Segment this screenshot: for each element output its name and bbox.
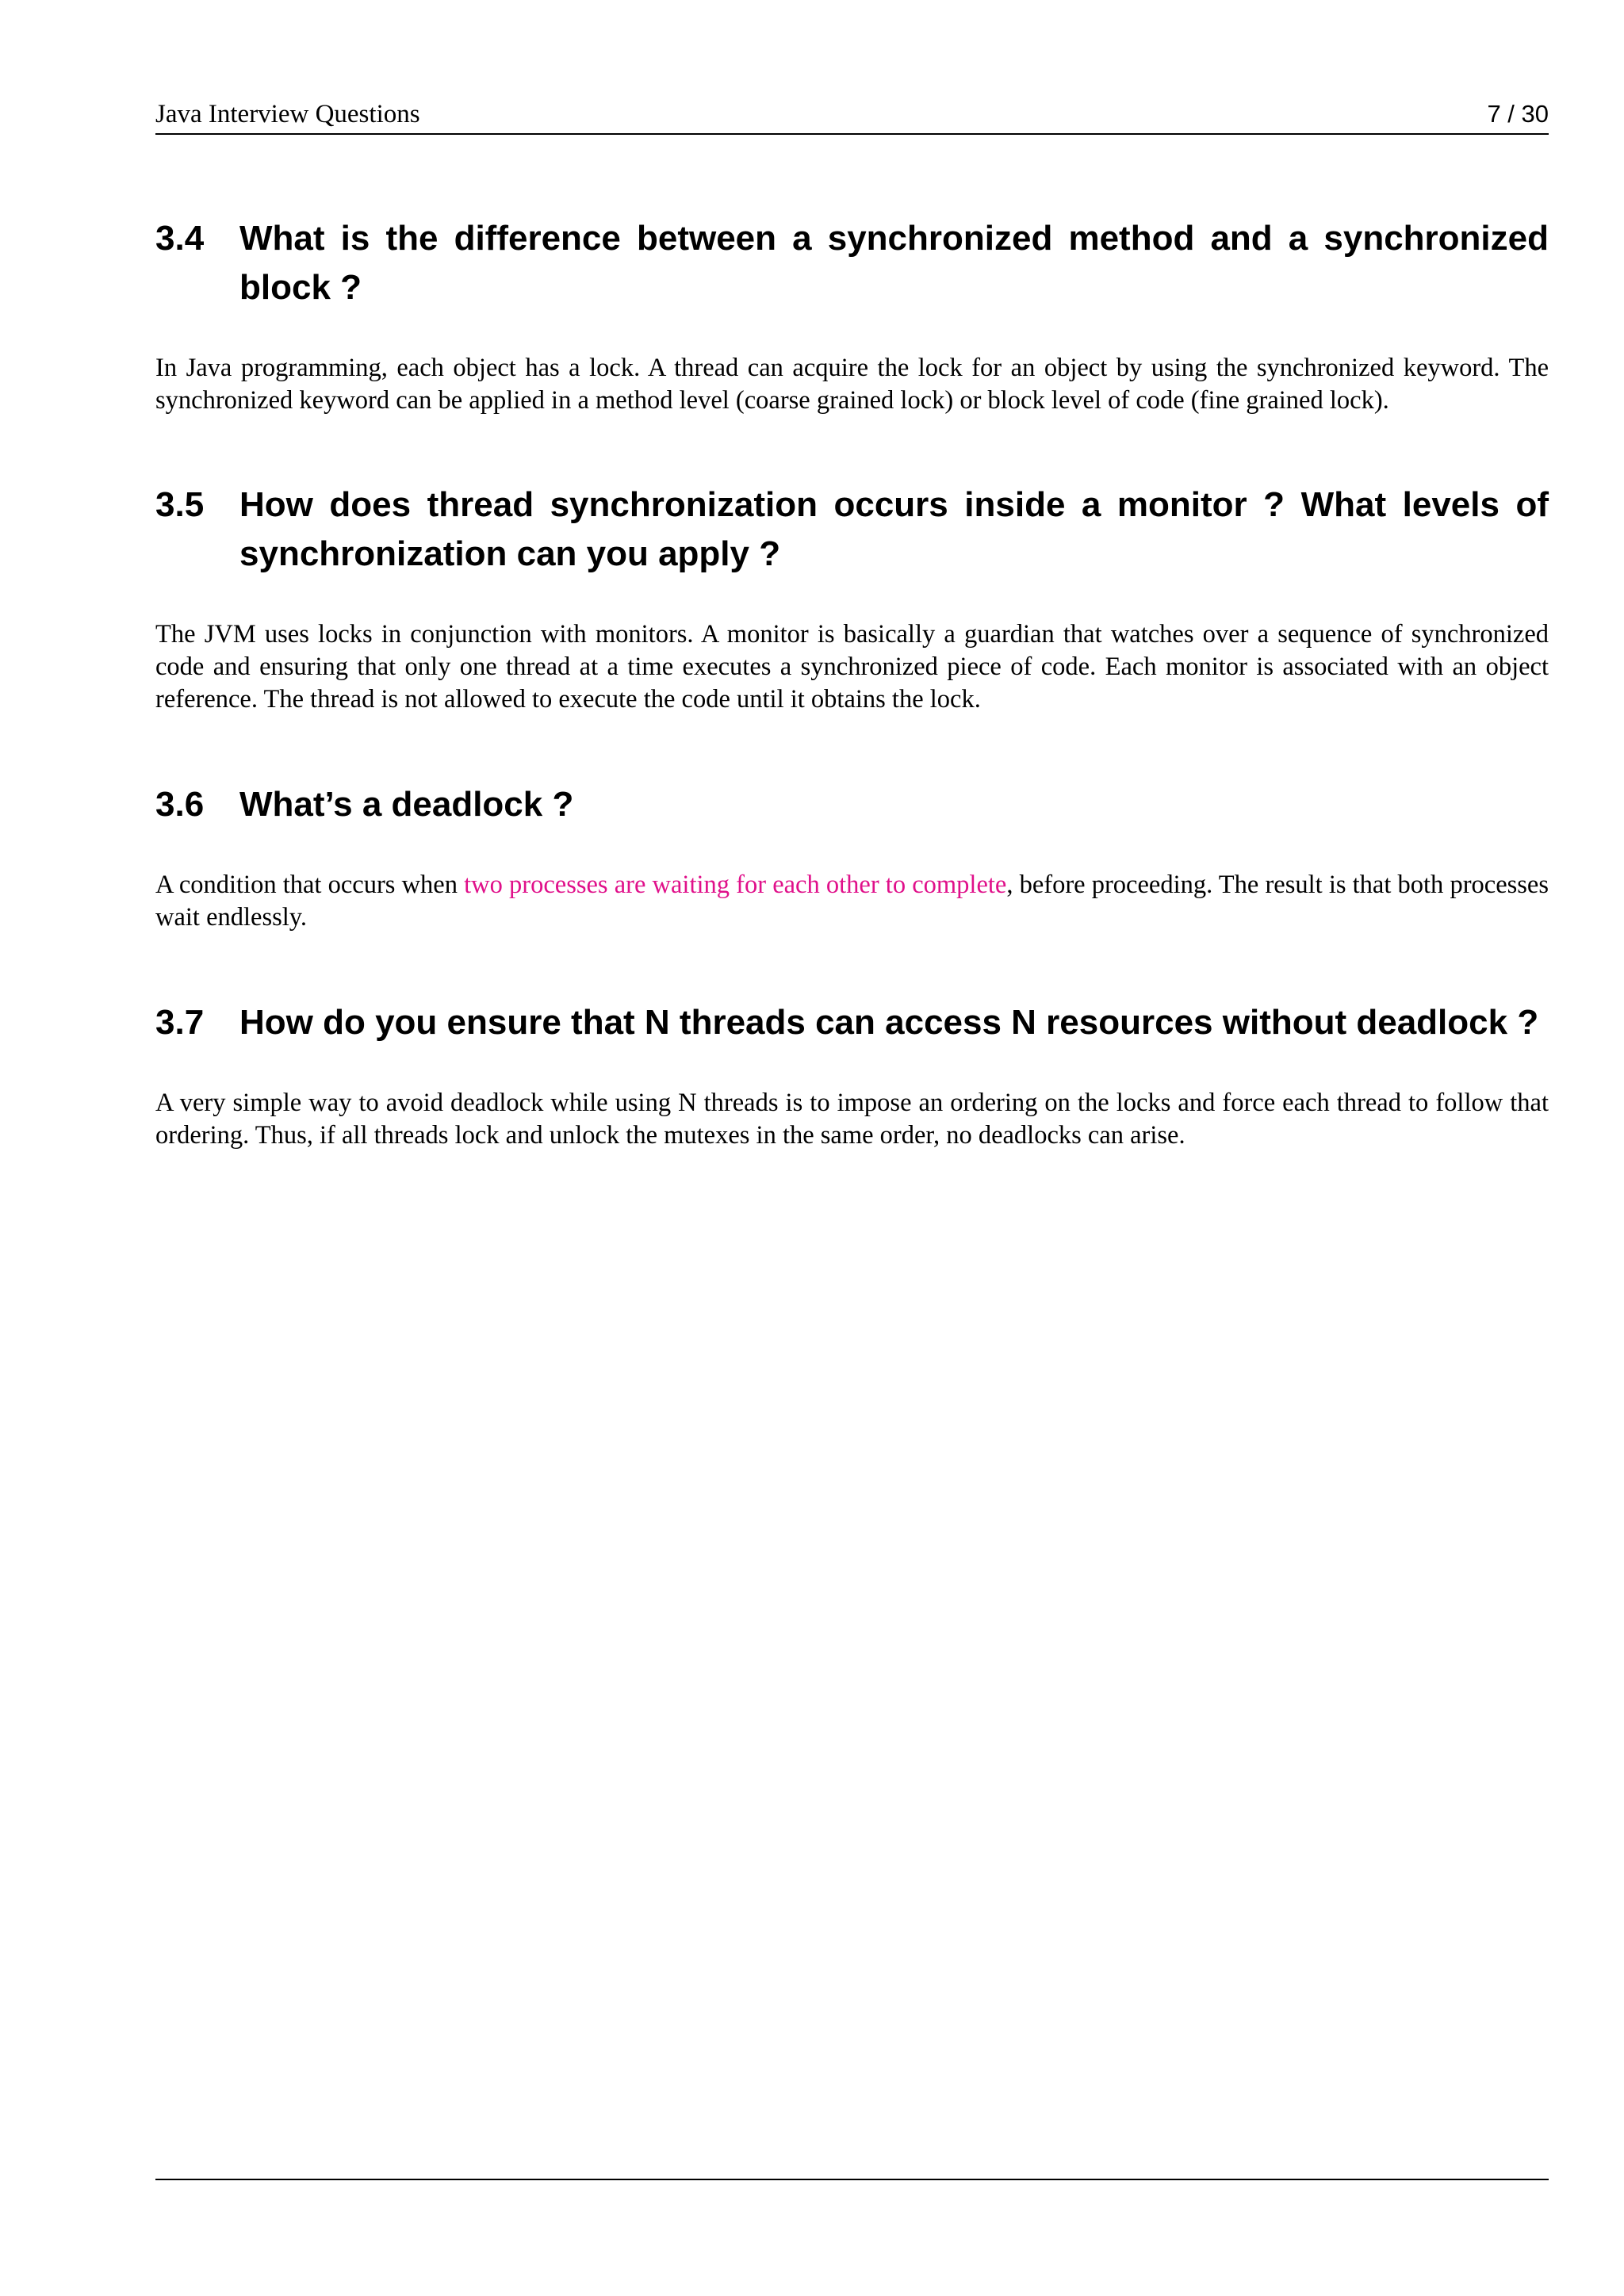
- page-header: [155, 94, 1549, 135]
- section-number: 3.7: [155, 1003, 205, 1042]
- section-heading: [155, 480, 1549, 579]
- document-title: Java Interview Questions: [155, 100, 420, 128]
- page-number: 7 / 30: [1487, 100, 1549, 128]
- section-title: How does thread synchronization occurs inside a monitor ? What levels of synchronization can you apply ?: [239, 485, 1549, 573]
- body-text-before: A condition that occurs when: [155, 871, 465, 899]
- footer-rule: [155, 2179, 1549, 2180]
- section-3-5: [155, 480, 1549, 716]
- section-title: How do you ensure that N threads can access N resources without deadlock ?: [239, 1003, 1539, 1042]
- section-heading: [155, 780, 1549, 829]
- section-title: What’s a deadlock ?: [239, 785, 574, 824]
- section-number: 3.4: [155, 219, 205, 258]
- section-heading: [155, 214, 1549, 312]
- section-number: 3.6: [155, 785, 205, 824]
- section-3-7: [155, 998, 1549, 1152]
- highlighted-phrase-link[interactable]: two processes are waiting for each other to complete: [464, 871, 1007, 899]
- section-3-4: [155, 214, 1549, 417]
- section-title: What is the difference between a synchronized method and a synchronized block ?: [239, 219, 1549, 307]
- section-number: 3.5: [155, 485, 205, 524]
- section-body: A very simple way to avoid deadlock while using N threads is to impose an ordering on the locks and force each thread to follow that ordering. Thus, if all threads lock and unlock the mutexes in the same order, no deadlocks can arise.: [155, 1089, 1549, 1150]
- section-body: The JVM uses locks in conjunction with monitors. A monitor is basically a guardian that watches over a sequence of synchronized code and ensuring that only one thread at a time executes a synchronized piece of code. Each monitor is associated with an object reference. The thread is not allowed to execute the code until it obtains the lock.: [155, 620, 1549, 714]
- section-3-6: [155, 780, 1549, 934]
- section-body: [155, 869, 1549, 934]
- section-heading: [155, 998, 1549, 1047]
- section-body: In Java programming, each object has a lock. A thread can acquire the lock for an object by using the synchronized keyword. The synchronized keyword can be applied in a method level (coarse grained lock) or block level of code (fine grained lock).: [155, 354, 1549, 415]
- body-text-after: , before proceeding. The result is that both processes wait endlessly.: [155, 871, 1549, 932]
